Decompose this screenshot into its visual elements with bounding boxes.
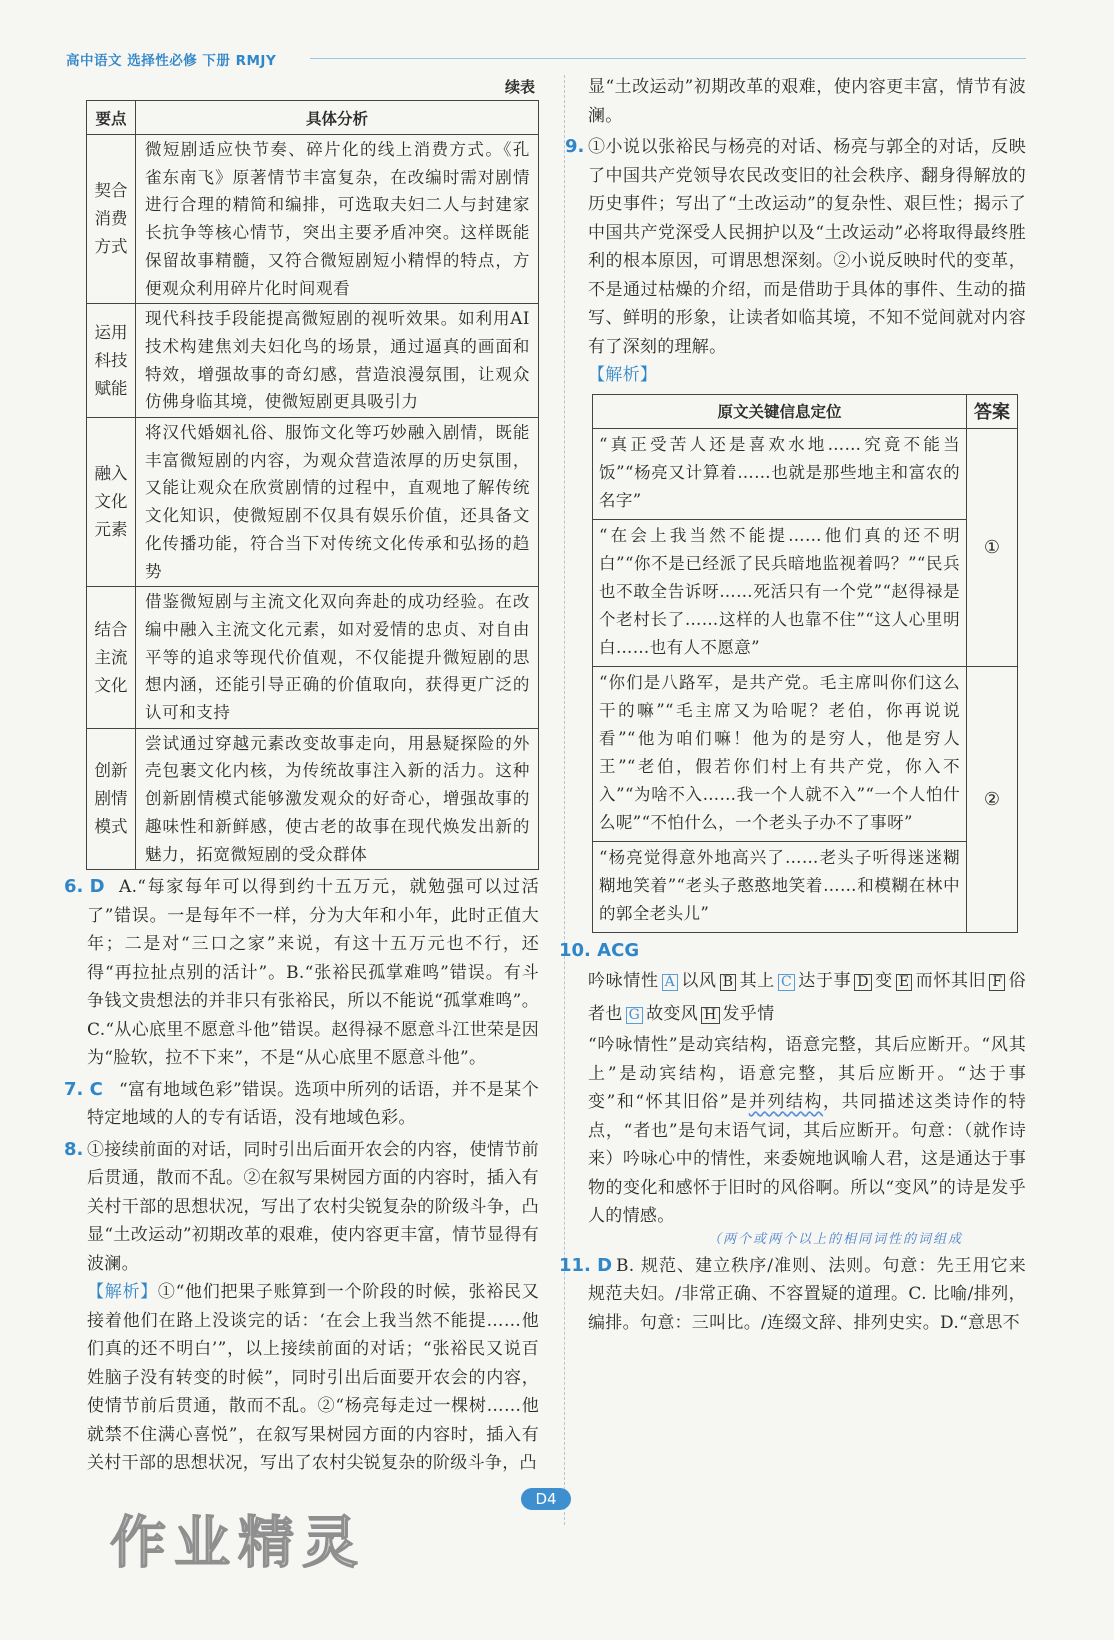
table-row — [593, 428, 1018, 519]
row-text: 尝试通过穿越元素改变故事走向，用悬疑探险的外壳包裹文化内核，为传统故事注入新的活力。这种创新剧情模式能够激发观众的好奇心，增强故事的趣味性和新鲜感，使古老的故事在现代焕发出新的魅力，拓宽微短剧的受众群体 — [136, 728, 539, 870]
answer-9 — [565, 133, 1026, 390]
source-text: “你们是八路军，是共产党。毛主席叫你们这么干的嘛”“毛主席又为哈呢？老伯，你再说说看”“他为咱们嘛！他为的是穷人，他是穷人王”“老伯，假若你们村上有共产党，你入不入”“为啥不入……我一个人就不入”“一个人怕什么呢”“不怕什么，一个老头子办不了事呀” — [593, 666, 967, 841]
analysis-8-continued — [588, 73, 1026, 130]
question-number: 9. — [565, 136, 585, 157]
analysis-label: 【解析】 — [87, 1282, 158, 1303]
table-header-key: 要点 — [87, 101, 136, 135]
break-option-e: E — [896, 974, 913, 991]
answer-8 — [64, 1136, 540, 1478]
answer-cell: ② — [967, 666, 1018, 932]
row-text: 借鉴微短剧与主流文化双向奔赴的成功经验。在改编中融入主流文化元素，如对爱情的忠贞、对自由平等的追求等现代价值观，不仅能提升微短剧的思想内涵，还能引导正确的价值取向，获得更广泛的认可和支持 — [136, 587, 539, 729]
row-text: 微短剧适应快节奏、碎片化的线上消费方式。《孔雀东南飞》原著情节丰富复杂，在改编时需对剧情进行合理的精简和编排，可选取夫妇二人与封建家长抗争等核心情节，突出主要矛盾冲突。这样既能保留故事精髓，又符合微短剧短小精悍的特点，方便观众利用碎片化时间观看 — [136, 135, 539, 304]
row-key: 创新剧情模式 — [87, 728, 136, 870]
break-option-g: G — [626, 1007, 643, 1024]
answer-7 — [64, 1076, 539, 1133]
right-column — [559, 73, 1026, 1337]
header-rule — [310, 58, 1026, 59]
answer-11 — [559, 1252, 1026, 1338]
table-row — [87, 728, 539, 870]
answer-cell: ① — [967, 428, 1018, 666]
key-info-table — [592, 394, 1018, 933]
answer-6 — [64, 873, 539, 1073]
answer-text: ①小说以张裕民与杨亮的对话、杨亮与郭全的对话，反映了中国共产党领导农民改变旧的社会秩序、翻身得解放的历史事件；写出了“土改运动”的复杂性、艰巨性；揭示了中国共产党深受人民拥护以及“土改运动”必将取得最终胜利的根本原因，可谓思想深刻。②小说反映时代的变革，不是通过枯燥的介绍，而是借助于具体的事件、生动的描写、鲜明的形象，让读者如临其境，不知不觉间就对内容有了深刻的理解。 — [588, 137, 1026, 357]
table-row — [87, 587, 539, 729]
break-option-b: B — [720, 974, 737, 991]
table-header-answer: 答案 — [967, 394, 1018, 428]
handwritten-note: （两个或两个以上的相同词性的词组成 — [708, 1231, 964, 1247]
table-row — [87, 135, 539, 304]
break-option-f: F — [989, 974, 1005, 991]
running-header: 高中语文 选择性必修 下册 RMJY — [66, 53, 277, 69]
table-header-row — [593, 394, 1018, 428]
question-number: 7. C — [64, 1078, 103, 1100]
question-number: 11. D — [559, 1254, 613, 1276]
question-number: 10. ACG — [559, 939, 640, 961]
answer-text: A.“每家每年可以得到约十五万元，就勉强可以过活了”错误。一是每年不一样，分为大年和小年，此时正值大年；二是对“三口之家”来说，有这十五万元也不行，还得“再拉扯点别的活计”。B.“张裕民孤掌难鸣”错误。有斗争钱文贵想法的并非只有张裕民，所以不能说“孤掌难鸣”。C.“从心底里不愿意斗他”错误。赵得禄不愿意斗江世荣是因为“脸软，拉不下来”，不是“从心底里不愿意斗他”。 — [87, 877, 539, 1069]
analysis-text-continued: 显“土改运动”初期改革的艰难，使内容更丰富，情节有波澜。 — [588, 77, 1026, 126]
row-text: 现代科技手段能提高微短剧的视听效果。如利用AI 技术构建焦刘夫妇化鸟的场景，通过逼真的画面和特效，增强故事的奇幻感，营造浪漫氛围，让观众仿佛身临其境，使微短剧更具吸引力 — [136, 304, 539, 418]
watermark-logo: 作业精灵 — [110, 1511, 366, 1576]
row-key: 运用科技赋能 — [87, 304, 136, 418]
analysis-label: 【解析】 — [588, 365, 658, 385]
table-header-analysis: 具体分析 — [136, 101, 539, 135]
table-continued-label: 续表 — [505, 78, 536, 96]
source-text: “真正受苦人还是喜欢水地……究竟不能当饭”“杨亮又计算着……也就是那些地主和富农的名字” — [593, 428, 967, 519]
table-header-source: 原文关键信息定位 — [593, 394, 967, 428]
source-text: “杨亮觉得意外地高兴了……老头子听得迷迷糊糊地笑着”“老头子憨憨地笑着……和模糊在林中的郭全老头儿” — [593, 841, 967, 932]
source-text: “在会上我当然不能提……他们真的还不明白”“你不是已经派了民兵暗地监视着吗？”“民兵也不敢全告诉呀……死活只有一个党”“赵得禄是个老村长了……这样的人也靠不住”“这人心里明白……也有人不愿意” — [593, 519, 967, 666]
break-option-d: D — [854, 974, 872, 991]
table-row — [593, 519, 1018, 666]
handwritten-underline: 并列结构 — [748, 1092, 824, 1112]
column-divider — [564, 75, 565, 1525]
row-key: 结合主流文化 — [87, 587, 136, 729]
page-number: D4 — [521, 1488, 571, 1510]
question-number: 6. D — [64, 876, 105, 898]
break-option-h: H — [701, 1007, 720, 1024]
analysis-text: ①“他们把果子账算到一个阶段的时候，张裕民又接着他们在路上没谈完的话：‘在会上我当然不能提……他们真的还不明白’”，以上接续前面的对话；“张裕民又说百姓脑子没有转变的时候”，同时引出后面要开农会的内容，使情节前后贯通，散而不乱。②“杨亮每走过一棵树……他就禁不住满心喜悦”，在叙写果树园方面的内容时，插入有关村干部的思想状况，写出了农村尖锐复杂的阶级斗争，凸 — [87, 1282, 540, 1474]
table-row — [593, 841, 1018, 932]
table-row — [87, 304, 539, 418]
answer-text: ①接续前面的对话，同时引出后面开农会的内容，使情节前后贯通，散而不乱。②在叙写果树园方面的内容时，插入有关村干部的思想状况，写出了农村尖锐复杂的阶级斗争，凸显“土改运动”初期改革的艰难，使内容更丰富，情节显得有波澜。 — [87, 1139, 539, 1274]
answer-text: B. 规范、建立秩序/准则、法则。句意：先王用它来规范夫妇。/非常正确、不容置疑的道理。C. 比喻/排列，编排。句意：三叫比。/连缀文辞、排列史实。D.“意思不 — [588, 1255, 1026, 1333]
analysis-table — [86, 100, 539, 870]
answer-text: “吟咏情性”是动宾结构，语意完整，其后应断开。“风其上”是动宾结构，语意完整，其后应断开。“达于事变”和“怀其旧俗”是并列结构，共同描述这类诗作的特点，“者也”是句末语气词，其后应断开。句意：（就作诗来）吟咏心中的情性，来委婉地讽喻人君，这是通达于事物的变化和感怀于旧时的风俗啊。所以“变风”的诗是发乎人的情感。 — [588, 1035, 1026, 1226]
row-key: 契合消费方式 — [87, 135, 136, 304]
question-number: 8. — [64, 1138, 84, 1160]
break-option-a: A — [662, 974, 678, 991]
row-text: 将汉代婚姻礼俗、服饰文化等巧妙融入剧情，既能丰富微短剧的内容，为观众营造浓厚的历史氛围，又能让观众在欣赏剧情的过程中，直观地了解传统文化知识，使微短剧不仅具有娱乐价值，还具备文化传播功能，符合当下对传统文化传承和弘扬的趋势 — [136, 418, 539, 587]
answer-10 — [559, 937, 1026, 1249]
left-column — [64, 100, 540, 1478]
sentence-break-line: 吟咏情性 A 以风 B 其上 C 达于事 D 变 E 而怀其旧 F 俗者也 G 故变风 H 发乎情 — [588, 971, 1026, 1024]
table-row — [593, 666, 1018, 841]
row-key: 融入文化元素 — [87, 418, 136, 587]
table-row — [87, 418, 539, 587]
break-option-c: C — [778, 974, 795, 991]
answer-text: “富有地域色彩”错误。选项中所列的话语，并不是某个特定地域的人的专有话语，没有地域色彩。 — [87, 1079, 539, 1129]
table-header-row — [87, 101, 539, 135]
